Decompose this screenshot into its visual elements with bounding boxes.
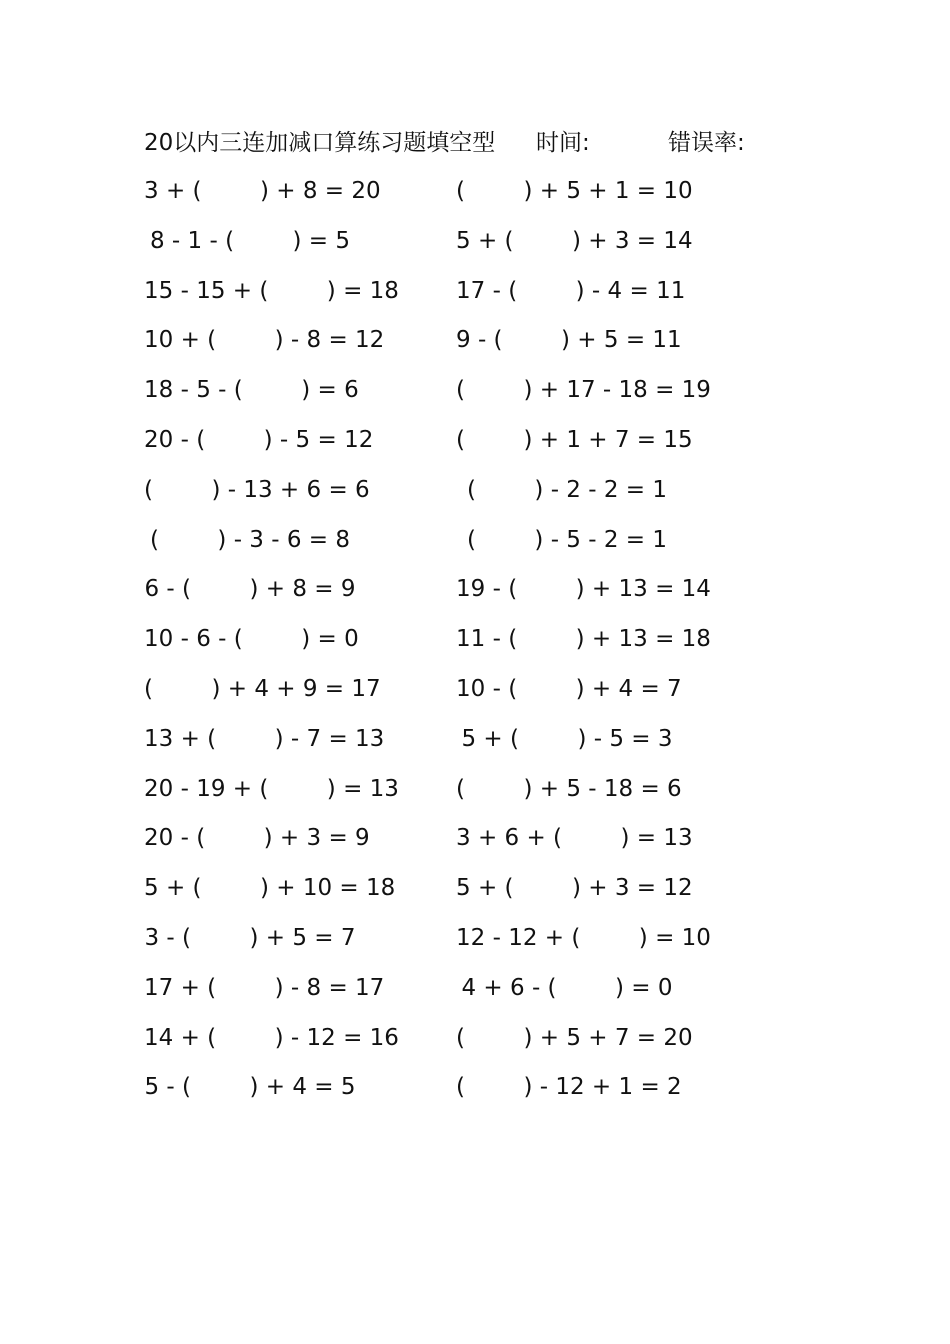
- right-problem-column: [456, 174, 711, 1120]
- problem-row: 20 - 19 + ( ) = 13: [144, 775, 399, 802]
- problem-row: ( ) + 5 - 18 = 6: [456, 775, 682, 802]
- problem-row: 5 + ( ) + 10 = 18: [144, 875, 396, 902]
- time-label: 时间:: [536, 130, 590, 156]
- problem-row: 6 - ( ) + 8 = 9: [144, 576, 356, 603]
- problem-row: 9 - ( ) + 5 = 11: [456, 327, 682, 354]
- problem-row: 5 + ( ) + 3 = 14: [456, 227, 693, 254]
- worksheet-title: 20以内三连加减口算练习题填空型: [144, 130, 496, 156]
- problem-row: ( ) - 5 - 2 = 1: [466, 526, 668, 553]
- problem-row: ( ) - 13 + 6 = 6: [144, 476, 370, 503]
- problem-row: ( ) - 2 - 2 = 1: [466, 476, 668, 503]
- problem-row: 15 - 15 + ( ) = 18: [144, 277, 399, 304]
- problem-row: 20 - ( ) + 3 = 9: [144, 825, 370, 852]
- problem-row: 12 - 12 + ( ) = 10: [456, 924, 711, 951]
- problem-row: ( ) - 3 - 6 = 8: [149, 526, 351, 553]
- problem-row: ( ) + 4 + 9 = 17: [144, 675, 381, 702]
- problem-row: 8 - 1 - ( ) = 5: [149, 227, 351, 254]
- problem-row: 5 + ( ) + 3 = 12: [456, 875, 693, 902]
- problem-row: ( ) + 5 + 7 = 20: [456, 1024, 693, 1051]
- problem-row: ( ) + 1 + 7 = 15: [456, 426, 693, 453]
- problem-row: 3 + ( ) + 8 = 20: [144, 178, 381, 204]
- error-rate-label: 错误率:: [668, 130, 745, 156]
- problem-row: 13 + ( ) - 7 = 13: [144, 725, 385, 752]
- problem-row: 17 - ( ) - 4 = 11: [456, 277, 686, 304]
- problem-row: 4 + 6 - ( ) = 0: [461, 974, 673, 1001]
- left-problem-column: [144, 174, 399, 1120]
- problem-row: 17 + ( ) - 8 = 17: [144, 974, 385, 1001]
- problem-row: 10 + ( ) - 8 = 12: [144, 327, 385, 354]
- problem-row: 11 - ( ) + 13 = 18: [456, 626, 711, 653]
- problem-row: 10 - 6 - ( ) = 0: [144, 626, 359, 653]
- problem-row: 18 - 5 - ( ) = 6: [144, 377, 359, 404]
- problem-row: 5 + ( ) - 5 = 3: [461, 725, 673, 752]
- problem-row: 14 + ( ) - 12 = 16: [144, 1024, 399, 1051]
- problem-row: 3 - ( ) + 5 = 7: [144, 924, 356, 951]
- problem-row: ( ) - 12 + 1 = 2: [456, 1074, 682, 1101]
- problem-row: ( ) + 17 - 18 = 19: [456, 377, 711, 404]
- problem-row: 20 - ( ) - 5 = 12: [144, 426, 374, 453]
- problem-row: 3 + 6 + ( ) = 13: [456, 825, 693, 852]
- worksheet-header: [144, 126, 784, 160]
- problem-row: 19 - ( ) + 13 = 14: [456, 576, 711, 603]
- problem-row: ( ) + 5 + 1 = 10: [456, 178, 693, 204]
- problem-row: 10 - ( ) + 4 = 7: [456, 675, 682, 702]
- problem-row: 5 - ( ) + 4 = 5: [144, 1074, 356, 1101]
